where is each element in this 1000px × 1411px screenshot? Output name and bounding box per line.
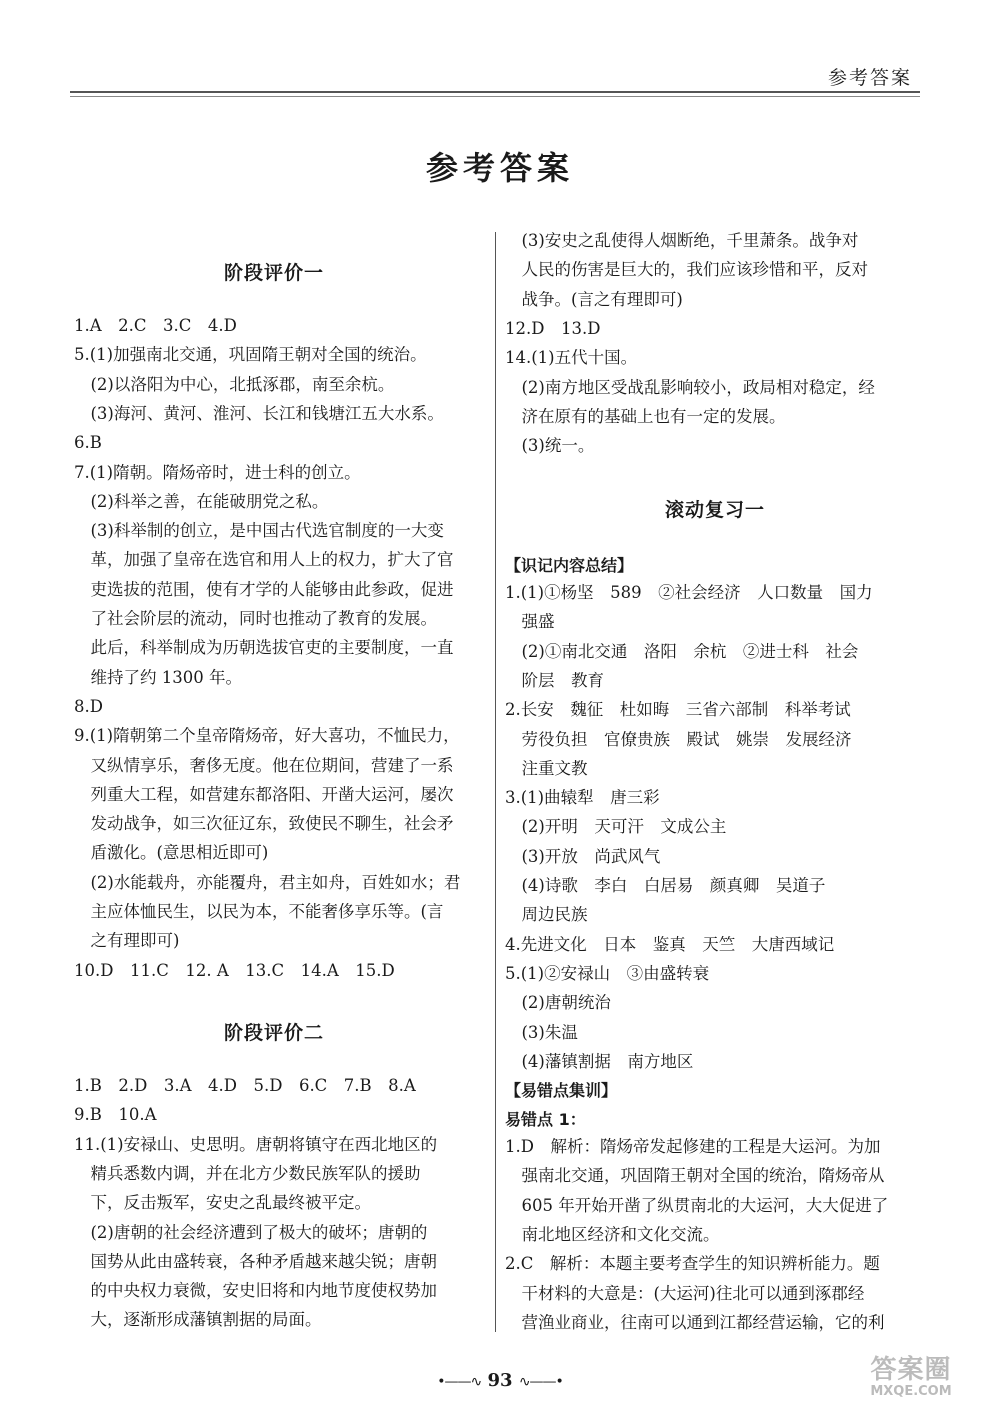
answer-line: 10.D 11.C 12. A 13.C 14.A 15.D <box>74 960 395 980</box>
answer-line: 4.先进文化 日本 鉴真 天竺 大唐西域记 <box>505 934 835 954</box>
answer-line: (3)科举制的创立，是中国古代选官制度的一大变 <box>74 521 444 541</box>
answer-line: 5.(1)②安禄山 ③由盛转衰 <box>505 963 710 983</box>
watermark-url: MXQE.COM <box>870 1384 952 1399</box>
answer-line: 阶层 教育 <box>505 670 604 690</box>
answer-line: 精兵悉数内调，并在北方少数民族军队的援助 <box>74 1163 421 1183</box>
header-rule <box>70 91 920 93</box>
answer-line: 6.B <box>74 433 102 453</box>
footer-ornament-right: ∿——• <box>518 1374 563 1390</box>
answer-line: 强南北交通，巩固隋王朝对全国的统治，隋炀帝从 <box>505 1166 885 1186</box>
answer-line: (2)以洛阳为中心，北抵涿郡，南至余杭。 <box>74 374 395 394</box>
answer-line: (3)海河、黄河、淮河、长江和钱塘江五大水系。 <box>74 403 444 423</box>
answer-line: 周边民族 <box>505 905 588 925</box>
answer-line: 1.(1)①杨坚 589 ②社会经济 人口数量 国力 <box>505 583 873 602</box>
answer-line: (3)开放 尚武风气 <box>505 846 661 866</box>
answer-line: 维持了约 1300 年。 <box>74 667 242 687</box>
answer-line: 了社会阶层的流动，同时也推动了教育的发展。 <box>74 609 437 628</box>
page-title: 参考答案 <box>425 149 574 187</box>
page-number: 93 <box>487 1370 513 1391</box>
subsection-label: 【识记内容总结】 <box>505 556 634 575</box>
answer-line: 5.(1)加强南北交通，巩固隋王朝对全国的统治。 <box>74 345 427 365</box>
section-heading: 阶段评价二 <box>223 1022 324 1044</box>
answer-line: 主应体恤民生，以民为本，不能奢侈享乐等。(言 <box>74 902 444 921</box>
answer-line: 1.A 2.C 3.C 4.D <box>74 316 237 335</box>
answer-line: 3.(1)曲辕犁 唐三彩 <box>505 788 660 808</box>
answer-line: 吏选拔的范围，使有才学的人能够由此参政，促进 <box>74 579 454 599</box>
answer-line: 发动战争，如三次征辽东，致使民不聊生，社会矛 <box>74 814 454 834</box>
answer-line: 12.D 13.D <box>505 318 601 338</box>
answer-line: 盾激化。(意思相近即可) <box>74 843 269 863</box>
answer-line: (2)唐朝的社会经济遭到了极大的破坏；唐朝的 <box>74 1222 428 1242</box>
answer-line: (4)藩镇割据 南方地区 <box>505 1051 694 1071</box>
answer-line: 济在原有的基础上也有一定的发展。 <box>505 406 786 426</box>
answer-line: 劳役负担 官僚贵族 殿试 姚崇 发展经济 <box>505 729 852 749</box>
answer-line: (2)水能载舟，亦能覆舟，君主如舟，百姓如水；君 <box>74 872 461 892</box>
answer-line: (2)科举之善，在能破朋党之私。 <box>74 491 329 511</box>
answer-line: (2)开明 天可汗 文成公主 <box>505 817 727 837</box>
watermark-stamp <box>852 1355 970 1399</box>
answer-line: 注重文教 <box>505 758 588 778</box>
page-footer <box>0 1370 1000 1391</box>
answer-line: 1.D 解析：隋炀帝发起修建的工程是大运河。为加 <box>505 1137 881 1156</box>
answer-line: 战争。(言之有理即可) <box>505 289 683 309</box>
answer-line: 干材料的大意是：(大运河)往北可以通到涿郡经 <box>505 1283 865 1303</box>
answer-line: 2.长安 魏征 杜如晦 三省六部制 科举考试 <box>505 700 851 720</box>
answer-line: 南北地区经济和文化交流。 <box>505 1224 720 1244</box>
header-rule-thin <box>70 96 920 97</box>
answer-line: 9.(1)隋朝第二个皇帝隋炀帝，好大喜功，不恤民力， <box>74 726 460 746</box>
answer-line: (4)诗歌 李白 白居易 颜真卿 吴道子 <box>505 876 826 895</box>
answer-line: 此后，科举制成为历朝选拔官吏的主要制度，一直 <box>74 638 454 658</box>
answer-line: 8.D <box>74 696 103 716</box>
answer-line: 605 年开始开凿了纵贯南北的大运河，大大促进了 <box>505 1195 889 1215</box>
answer-line: 之有理即可) <box>74 931 180 951</box>
section-heading: 阶段评价一 <box>223 262 324 284</box>
answer-line: (3)统一。 <box>505 436 595 456</box>
answer-line: 1.B 2.D 3.A 4.D 5.D 6.C 7.B 8.A <box>74 1076 416 1095</box>
answer-line: 营渔业商业，往南可以通到江都经营运输，它的利 <box>505 1312 885 1332</box>
answer-line: (3)安史之乱使得人烟断绝，千里萧条。战争对 <box>505 231 859 250</box>
section-heading: 滚动复习一 <box>664 499 765 521</box>
answer-line: 下，反击叛军，安史之乱最终被平定。 <box>74 1193 371 1213</box>
answer-line: 14.(1)五代十国。 <box>505 348 638 368</box>
answer-line: 国势从此由盛转衰，各种矛盾越来越尖锐；唐朝 <box>74 1251 437 1271</box>
answer-line: (2)南方地区受战乱影响较小，政局相对稳定，经 <box>505 377 875 397</box>
answer-line: 列重大工程，如营建东都洛阳、开凿大运河，屡次 <box>74 784 454 804</box>
subsection-label: 【易错点集训】 <box>505 1081 618 1100</box>
answer-line: 人民的伤害是巨大的，我们应该珍惜和平，反对 <box>505 260 868 280</box>
answer-line: 2.C 解析：本题主要考查学生的知识辨析能力。题 <box>505 1254 880 1274</box>
answer-line: 9.B 10.A <box>74 1105 157 1125</box>
running-title: 参考答案 <box>827 67 912 89</box>
answer-line: (2)唐朝统治 <box>505 993 611 1013</box>
answer-line: (2)①南北交通 洛阳 余杭 ②进士科 社会 <box>505 641 859 661</box>
answer-line: 强盛 <box>505 612 555 632</box>
subsection-label: 易错点 1： <box>505 1110 586 1129</box>
answer-line: 的中央权力衰微，安史旧将和内地节度使权势加 <box>74 1281 437 1301</box>
column-divider <box>495 232 496 1332</box>
answer-line: 又纵情享乐，奢侈无度。他在位期间，营建了一系 <box>74 755 454 775</box>
watermark-logo: 答案圈 <box>870 1355 952 1385</box>
answer-line: (3)朱温 <box>505 1022 578 1042</box>
answer-line: 11.(1)安禄山、史思明。唐朝将镇守在西北地区的 <box>74 1134 438 1154</box>
answer-line: 革，加强了皇帝在选官和用人上的权力，扩大了官 <box>74 550 454 570</box>
footer-ornament-left: •——∿ <box>437 1374 482 1390</box>
answer-line: 大，逐渐形成藩镇割据的局面。 <box>74 1310 322 1330</box>
answer-line: 7.(1)隋朝。隋炀帝时，进士科的创立。 <box>74 462 361 482</box>
